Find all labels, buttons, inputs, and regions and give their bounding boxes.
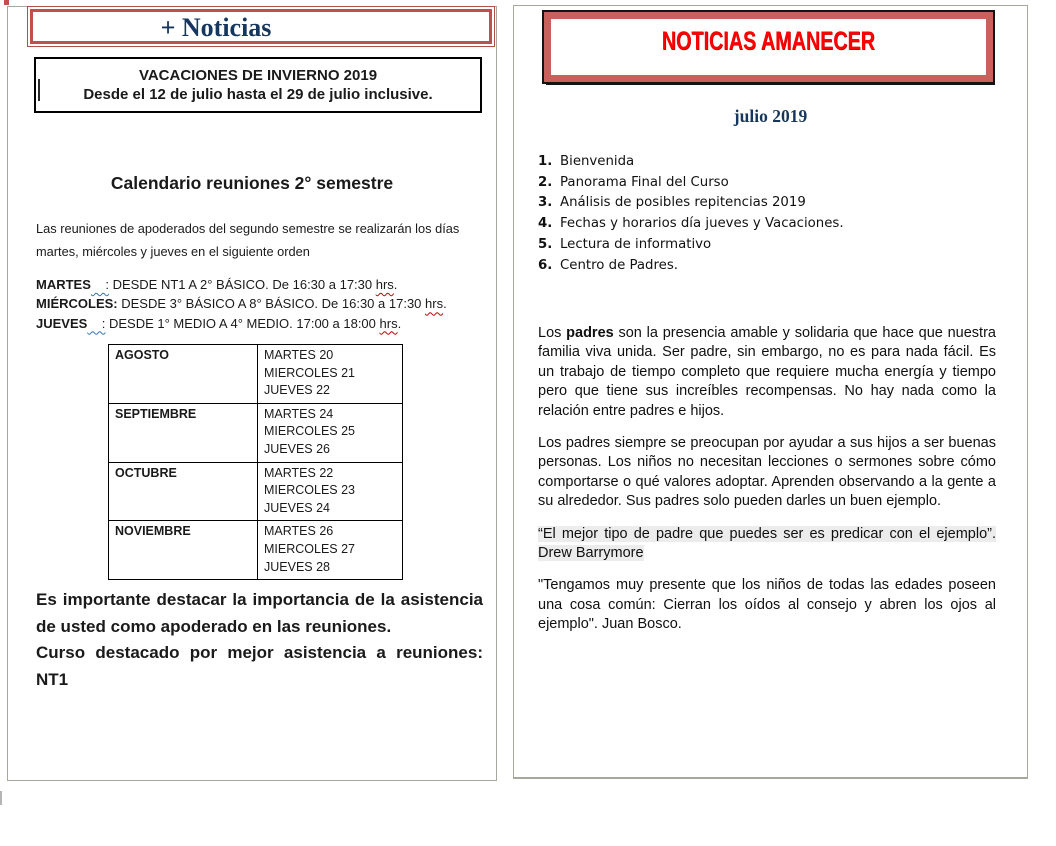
schedule-line-martes (36, 275, 447, 294)
noticias-masthead-box (30, 9, 492, 44)
day-line: MARTES 20 (264, 348, 334, 362)
issue-date: julio 2019 (733, 106, 808, 126)
vacaciones-box (34, 57, 482, 113)
agenda-label: Fechas y horarios día jueves y Vacaciones. (560, 216, 844, 232)
calendar-title: Calendario reuniones 2° semestre (110, 173, 394, 193)
day-line: JUEVES 28 (264, 559, 331, 574)
scan-artifact-red (4, 0, 9, 5)
schedule-day: MIÉRCOLES: (36, 296, 118, 312)
p1-bold-word: padres (566, 325, 614, 341)
day-line: JUEVES 22 (264, 383, 331, 398)
month-cell: NOVIEMBRE (109, 521, 258, 580)
article-quote-1 (538, 525, 996, 564)
agenda-item (538, 152, 844, 173)
article-body (538, 324, 996, 648)
vacaciones-line1: VACACIONES DE INVIERNO 2019 (138, 67, 378, 84)
agenda-number: 5. (538, 236, 553, 252)
day-line: MARTES 24 (264, 406, 334, 421)
scan-artifact-gray (0, 791, 2, 805)
schedule-dot: . (397, 315, 402, 331)
schedule-dot: . (443, 296, 447, 312)
month-cell: SEPTIEMBRE (109, 403, 258, 462)
agenda-list (538, 152, 844, 276)
month-cell: OCTUBRE (109, 462, 258, 521)
day-line: MIERCOLES 25 (264, 424, 356, 439)
article-paragraph-1 (538, 324, 996, 421)
days-cell (258, 521, 403, 580)
left-page (7, 6, 497, 781)
agenda-number: 3. (538, 195, 553, 211)
schedule-list (36, 275, 447, 333)
schedule-colon: : (87, 315, 106, 331)
table-row (109, 462, 403, 521)
table-row (109, 345, 403, 404)
schedule-line-jueves (36, 314, 447, 333)
agenda-item (538, 256, 844, 277)
agenda-label: Lectura de informativo (560, 236, 712, 252)
agenda-label: Análisis de posibles repitencias 2019 (560, 195, 806, 211)
schedule-colon: : (90, 277, 109, 292)
vacaciones-line2: Desde el 12 de julio hasta el 29 de julio inclusive. (83, 86, 433, 103)
month-cell: AGOSTO (109, 345, 258, 404)
amanecer-masthead-title: NOTICIAS AMANECER (661, 27, 876, 56)
article-paragraph-2: Los padres siempre se preocupan por ayudar a sus hijos a ser buenas personas. Los niños no necesitan lecciones o sermones sobre cómo comportarse o qué valores adoptar. Aprenden observando a la gente a su alrededor. Sus padres solo pueden darles un buen ejemplo. (538, 435, 996, 510)
agenda-label: Panorama Final del Curso (560, 174, 729, 190)
days-cell (258, 345, 403, 404)
day-line: MARTES 22 (264, 465, 334, 480)
closing-note (36, 587, 483, 693)
agenda-number: 4. (538, 216, 553, 232)
day-line: JUEVES 26 (264, 441, 331, 456)
schedule-hrs: hrs (375, 277, 394, 292)
day-line: MIERCOLES 21 (264, 365, 356, 380)
day-line: MIERCOLES 27 (264, 541, 356, 556)
agenda-number: 2. (538, 174, 553, 190)
agenda-label: Bienvenida (560, 154, 635, 169)
days-cell (258, 403, 403, 462)
agenda-item (538, 193, 844, 214)
agenda-item (538, 235, 844, 256)
closing-paragraph-1: Es importante destacar la importancia de la asistencia de usted como apoderado en las reuniones. (36, 590, 483, 636)
schedule-dot: . (393, 277, 398, 292)
noticias-masthead-title: + Noticias (160, 13, 272, 42)
schedule-desc: DESDE NT1 A 2° BÁSICO. De 16:30 a 17:30 (108, 277, 376, 292)
day-line: MARTES 26 (264, 524, 334, 539)
table-row (109, 403, 403, 462)
highlighted-quote: “El mejor tipo de padre que puedes ser es predicar con el ejemplo”. Drew Barrymore (538, 525, 996, 562)
schedule-line-miercoles (36, 294, 447, 313)
p1-prefix: Los (538, 325, 567, 341)
closing-paragraph-2: Curso destacado por mejor asistencia a reuniones: NT1 (36, 643, 483, 689)
schedule-day: JUEVES (36, 315, 88, 331)
days-cell (258, 462, 403, 521)
schedule-desc: DESDE 3° BÁSICO A 8° BÁSICO. De 16:30 a 17:30 (117, 296, 426, 312)
table-row (109, 521, 403, 580)
schedule-hrs: hrs (379, 315, 398, 331)
schedule-desc: DESDE 1° MEDIO A 4° MEDIO. 17:00 a 18:00 (105, 315, 380, 331)
agenda-item (538, 214, 844, 235)
article-quote-2: "Tengamos muy presente que los niños de todas las edades poseen una cosa común: Cierran los oídos al consejo y abren los ojos al ejemplo". Juan Bosco. (538, 577, 996, 633)
schedule-day: MARTES (36, 277, 91, 292)
agenda-number: 1. (538, 154, 553, 169)
schedule-hrs: hrs (425, 296, 444, 312)
p1-rest: son la presencia amable y solidaria que hace que nuestra familia viva unida. Ser padre, sin embargo, no es para nada fácil. Es un trabajo de tiempo completo que requiere mucha energía y tiempo pero que tiene sus increíbles recompensas. No hay nada como la relación entre padres e hijos. (538, 325, 996, 419)
day-line: MIERCOLES 23 (264, 483, 356, 498)
meetings-month-table (108, 344, 403, 580)
right-page (513, 5, 1028, 779)
agenda-item (538, 173, 844, 194)
calendar-intro: Las reuniones de apoderados del segundo semestre se realizarán los días martes, miércoles y jueves en el siguiente orden (36, 221, 460, 259)
agenda-number: 6. (538, 257, 553, 273)
day-line: JUEVES 24 (264, 500, 331, 515)
amanecer-masthead-box (544, 12, 993, 82)
agenda-label: Centro de Padres. (560, 257, 679, 273)
